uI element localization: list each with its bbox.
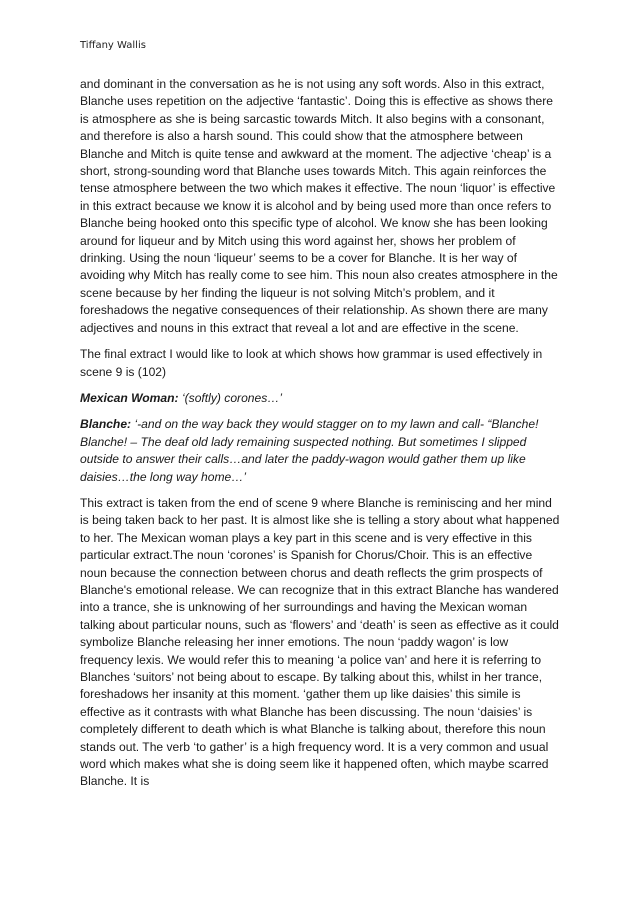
quote-blanche <box>80 416 562 486</box>
quote-speaker: Mexican Woman: <box>80 390 179 405</box>
document-body <box>80 76 562 800</box>
paragraph-extract-analysis: This extract is taken from the end of scene 9 where Blanche is reminiscing and her mind is being taken back to her past. It is almost like she is telling a story about what happened to her. The Mexican woman plays a key part in this scene and is very effective in this particular extract.The noun ‘corones’ is Spanish for Chorus/Choir. This is an effective noun because the connection between chorus and death reflects the grim prospects of Blanche's emotional release. We can recognize that in this extract Blanche has wandered into a trance, she is unknowing of her surroundings and having the Mexican woman talking about particular nouns, such as ‘flowers’ and ‘death’ is seen as effective as it could symbolize Blanche releasing her inner emotions. The noun ‘paddy wagon’ is low frequency lexis. We would refer this to meaning ‘a police van’ and here it is referring to Blanches ‘suitors’ not being about to escape. By talking about this, whilst in her trance, foreshadows her insanity at this moment. ‘gather them up like daisies’ this simile is effective as it contrasts with what Blanche has been discussing. The noun ‘daisies’ is completely different to death which is what Blanche is talking about, therefore this noun stands out. The verb ‘to gather’ is a high frequency word. It is a very common and usual word which makes what she is doing seem like it happened often, which maybe scarred Blanche. It is <box>80 495 560 789</box>
paragraph-final-extract-intro: The final extract I would like to look at which shows how grammar is used effectively in scene 9 is (102) <box>80 347 543 379</box>
quote-speaker: Blanche: <box>80 417 132 432</box>
page-header-author: Tiffany Wallis <box>80 40 146 51</box>
paragraph-analysis-continued: and dominant in the conversation as he is not using any soft words. Also in this extract, Blanche uses repetition on the adjective ‘fantastic’. Doing this is effective as shows there is atmosphere as she is being sarcastic towards Mitch. It also begins with a consonant, and therefore is also a harsh sound. This could show that the atmosphere between Blanche and Mitch is quite tense and awkward at the moment. The adjective ‘cheap’ is a short, strong-sounding word that Blanche uses towards Mitch. This again reinforces the tense atmosphere between the two which makes it effective. The noun ‘liquor’ is effective in this extract because we know it is alcohol and by being used more than once refers to Blanche being hooked onto this specific type of alcohol. We know she has been looking around for liqueur and by Mitch using this word against her, shows her problem of drinking. Using the noun ‘liqueur’ seems to be a cover for Blanche. It is her way of avoiding why Mitch has really come to see him. This noun also creates atmosphere in the scene because by her finding the liqueur is not solving Mitch’s problem, and it foreshadows the negative consequences of their relationship. As shown there are many adjectives and nouns in this extract that reveal a lot and are effective in the scene. <box>80 77 558 335</box>
quote-line: ‘-and on the way back they would stagger on to my lawn and call- “Blanche! Blanche! – The deaf old lady remaining suspected nothing. But sometimes I slipped outside to answer their calls…and later the paddy-wagon would gather them up like daisies…the long way home…’ <box>80 417 539 484</box>
quote-mexican-woman <box>80 390 562 407</box>
quote-line: ‘(softly) corones…’ <box>178 390 283 405</box>
